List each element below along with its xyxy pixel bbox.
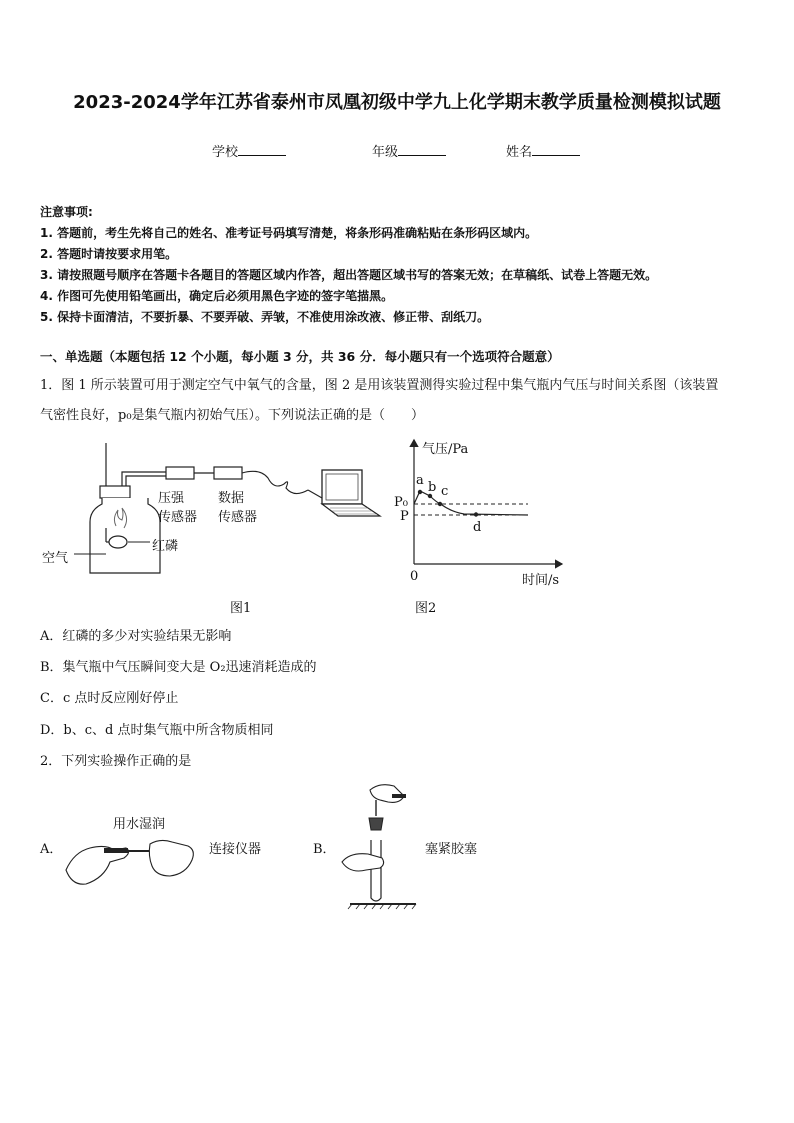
data-sensor-label-2: 传感器 bbox=[218, 510, 258, 525]
q2-stem: 2．下列实验操作正确的是 bbox=[40, 754, 192, 769]
notice-item: 1. 答题前，考生先将自己的姓名、准考证号码填写清楚，将条形码准确粘贴在条形码区域内。 bbox=[40, 226, 538, 240]
school-blank[interactable] bbox=[238, 143, 286, 156]
point-d-label: d bbox=[473, 520, 482, 535]
notice-item: 5. 保持卡面清洁，不要折暴、不要弄破、弄皱，不准使用涂改液、修正带、刮纸刀。 bbox=[40, 310, 490, 324]
q1-option-c: C．c 点时反应刚好停止 bbox=[40, 691, 179, 706]
data-sensor-label-1: 数据 bbox=[218, 491, 245, 506]
point-b-label: b bbox=[428, 480, 437, 495]
phosphorus-label: 红磷 bbox=[152, 539, 179, 554]
q2-option-a-top-label: 用水湿润 bbox=[113, 817, 166, 832]
name-field bbox=[506, 141, 580, 160]
figure1-caption: 图1 bbox=[230, 601, 252, 616]
grade-label: 年级 bbox=[372, 145, 399, 160]
q1-stem-line1: 1．图 1 所示装置可用于测定空气中氧气的含量，图 2 是用该装置测得实验过程中集气瓶内气压与时间关系图（该装置 bbox=[40, 378, 719, 393]
q1-stem-line2: 气密性良好，p₀是集气瓶内初始气压）。下列说法正确的是（ ） bbox=[40, 408, 425, 423]
point-c bbox=[438, 502, 442, 506]
q1-option-b: B．集气瓶中气压瞬间变大是 O₂迅速消耗造成的 bbox=[40, 660, 317, 675]
q2-option-b-side-label: 塞紧胶塞 bbox=[425, 842, 478, 857]
figure2-caption: 图2 bbox=[415, 601, 437, 616]
notice-heading: 注意事项: bbox=[40, 205, 93, 219]
point-d bbox=[474, 512, 478, 516]
name-label: 姓名 bbox=[506, 145, 533, 160]
pressure-time-graph bbox=[392, 436, 572, 586]
q2-option-a-side-label: 连接仪器 bbox=[209, 842, 262, 857]
graph-p0-label: P₀ bbox=[394, 495, 408, 510]
air-label: 空气 bbox=[42, 551, 69, 566]
q1-option-a: A．红磷的多少对实验结果无影响 bbox=[40, 629, 232, 644]
q1-option-d: D．b、c、d 点时集气瓶中所含物质相同 bbox=[40, 723, 274, 738]
school-label: 学校 bbox=[212, 145, 239, 160]
q2-option-b-letter: B． bbox=[313, 842, 336, 857]
graph-xlabel: 时间/s bbox=[522, 573, 560, 588]
stopper-test-tube-illustration bbox=[336, 780, 426, 910]
grade-field bbox=[372, 141, 446, 160]
point-c-label: c bbox=[441, 484, 449, 499]
graph-p-label: P bbox=[400, 509, 409, 524]
graph-ylabel: 气压/Pa bbox=[422, 442, 469, 457]
pressure-sensor-label-1: 压强 bbox=[158, 491, 185, 506]
grade-blank[interactable] bbox=[398, 143, 446, 156]
notice-item: 4. 作图可先使用铅笔画出，确定后必须用黑色字迹的签字笔描黑。 bbox=[40, 289, 394, 303]
section-heading: 一、单选题（本题包括 12 个小题，每小题 3 分，共 36 分．每小题只有一个选项符合题意） bbox=[40, 349, 560, 364]
page-title: 2023-2024学年江苏省泰州市凤凰初级中学九上化学期末教学质量检测模拟试题 bbox=[73, 92, 721, 113]
point-a bbox=[418, 490, 422, 494]
name-blank[interactable] bbox=[532, 143, 580, 156]
notice-item: 2. 答题时请按要求用笔。 bbox=[40, 247, 178, 261]
graph-origin: 0 bbox=[410, 569, 419, 584]
point-a-label: a bbox=[416, 473, 424, 488]
notice-item: 3. 请按照题号顺序在答题卡各题目的答题区域内作答，超出答题区域书写的答案无效；在草稿纸、试卷上答题无效。 bbox=[40, 268, 658, 282]
q2-option-a-letter: A． bbox=[40, 842, 63, 857]
connect-apparatus-illustration bbox=[60, 830, 200, 890]
school-field bbox=[212, 141, 286, 160]
pressure-sensor-label-2: 传感器 bbox=[158, 510, 198, 525]
